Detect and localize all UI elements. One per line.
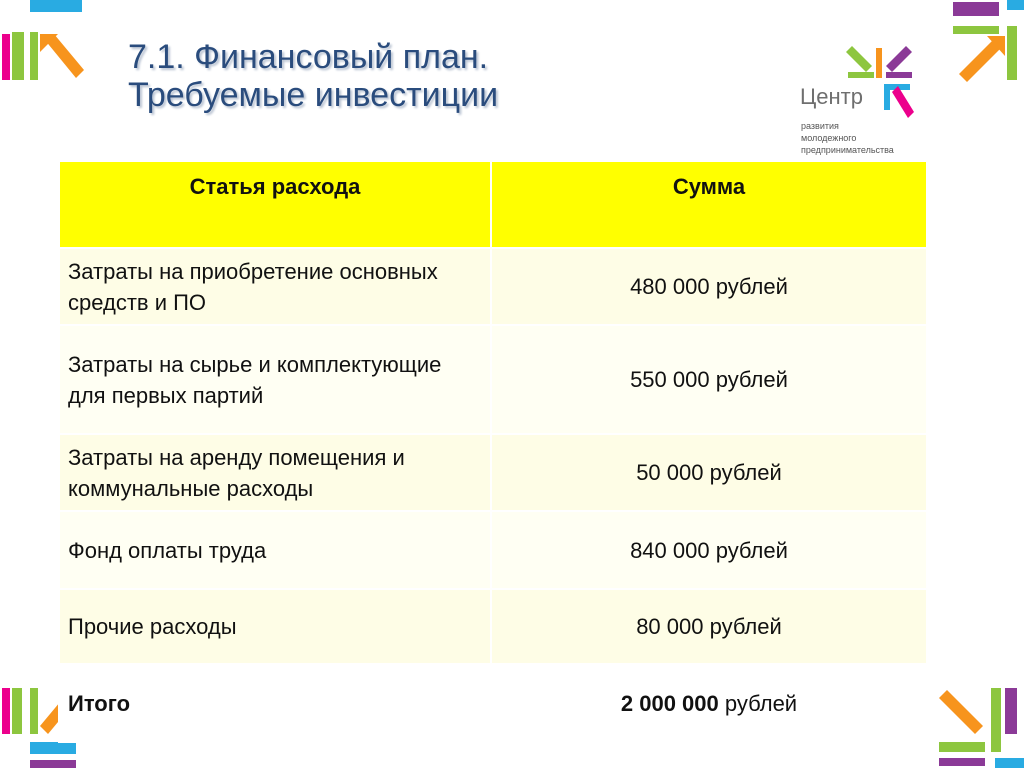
total-amount-unit: рублей [724, 690, 798, 716]
table-header-row [59, 161, 927, 248]
row-amount: 550 000 рублей [491, 325, 927, 434]
row-label: Затраты на сырье и комплектующие для первых партий [59, 325, 491, 434]
header-expense-item: Статья расхода [59, 161, 491, 248]
total-amount [491, 664, 927, 742]
table-row [59, 511, 927, 589]
row-label: Фонд оплаты труда [59, 511, 491, 589]
table-row [59, 325, 927, 434]
slide-title-line-2: Требуемые инвестиции [128, 76, 499, 114]
logo [800, 44, 930, 164]
row-amount: 840 000 рублей [491, 511, 927, 589]
slide-title-line-1: 7.1. Финансовый план. [128, 38, 489, 76]
total-row [59, 664, 927, 742]
row-label: Затраты на аренду помещения и коммунальные расходы [59, 434, 491, 511]
row-amount: 50 000 рублей [491, 434, 927, 511]
table-row [59, 248, 927, 325]
table-row [59, 434, 927, 511]
corner-decoration-bottom-right [935, 686, 1024, 768]
header-amount: Сумма [491, 161, 927, 248]
logo-subtitle: развития молодежного предпринимательства [801, 121, 894, 155]
total-amount-value: 2 000 000 [620, 690, 719, 716]
corner-decoration-top-right [945, 0, 1024, 85]
table-row [59, 589, 927, 664]
investment-table [58, 160, 928, 743]
row-label: Затраты на приобретение основных средств и ПО [59, 248, 491, 325]
corner-decoration-top-left [0, 0, 95, 85]
logo-wordmark: Центр [800, 84, 863, 109]
logo-mark-icon [844, 44, 916, 122]
row-amount: 480 000 рублей [491, 248, 927, 325]
row-label: Прочие расходы [59, 589, 491, 664]
slide-title [128, 38, 498, 114]
row-amount: 80 000 рублей [491, 589, 927, 664]
total-label: Итого [59, 664, 491, 742]
